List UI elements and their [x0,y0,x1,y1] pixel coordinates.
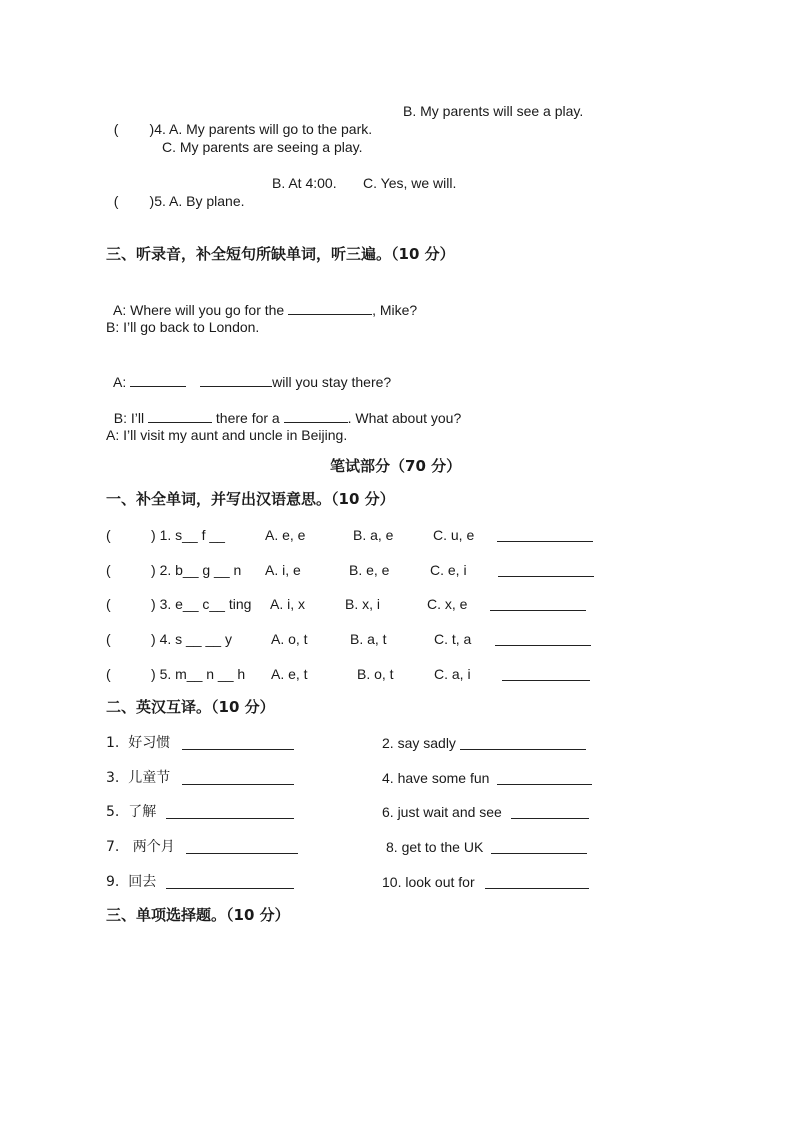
option-c: C. a, i [434,666,471,682]
word: 4. s __ __ y [159,631,232,647]
option-a: A. o, t [271,631,308,647]
part-1-heading: 一、补全单词，并写出汉语意思。（10 分） [106,490,395,508]
answer-blank[interactable] [485,874,589,889]
answer-blank[interactable] [490,596,586,611]
answer-blank[interactable] [495,631,591,646]
fill-blank[interactable] [148,408,212,423]
option-c: C. x, e [427,596,468,612]
word: 1. s__ f __ [159,527,225,543]
answer-blank[interactable] [497,527,593,542]
option-c: C. u, e [433,527,475,543]
option-b: B. x, i [345,596,381,612]
option-a: A. i, x [270,596,306,612]
fill-blank[interactable] [200,372,272,387]
translation-item: 8. get to the UK [386,839,484,855]
answer-blank[interactable] [166,874,294,889]
item-close [151,665,245,683]
translation-item: 6. just wait and see [382,804,502,820]
paren-open: ( [106,596,111,612]
paren-close: ) [151,527,156,543]
item-close [151,526,225,544]
text: will you stay there? [272,374,392,390]
option-c: C. t, a [434,631,472,647]
option-b: B. e, e [349,562,390,578]
answer-blank[interactable] [502,666,590,681]
answer-blank[interactable] [497,770,592,785]
question-4-option-c: C. My parents are seeing a play. [162,139,363,155]
question-5-option-b: B. At 4:00. [272,175,337,191]
paren-open: ( [106,562,111,578]
translation-item: 10. look out for [382,874,475,890]
question-4 [106,102,372,138]
text: A: Where will you go for the [113,302,289,318]
option-c: C. e, i [430,562,467,578]
section-3-heading: 三、听录音，补全短句所缺单词，听三遍。（10 分） [106,245,455,263]
answer-blank[interactable] [511,804,589,819]
translation-item: 2. say sadly [382,735,456,751]
paren-close: ) [151,631,156,647]
paren-close: ) [151,596,156,612]
fill-blank[interactable] [288,300,372,315]
option-a: 4. A. My parents will go to the park. [154,121,373,137]
item-close [151,561,241,579]
dialogue-line-2: B: I’ll go back to London. [106,319,260,335]
answer-blank[interactable] [182,770,294,785]
dialogue-line-5: A: I’ll visit my aunt and uncle in Beijing. [106,427,348,443]
part-2-heading: 二、英汉互译。（10 分） [106,698,275,716]
dialogue-line-4 [106,390,461,427]
paren-close: ) [151,562,156,578]
written-part-title: 笔试部分（70 分） [330,457,462,475]
text: A: [113,374,131,390]
answer-blank[interactable] [186,839,298,854]
part-3-heading: 三、单项选择题。（10 分） [106,906,290,924]
answer-blank[interactable] [491,839,587,854]
word: 2. b__ g __ n [159,562,242,578]
option-a: A. e, e [265,527,306,543]
dialogue-line-1 [106,282,417,319]
answer-blank[interactable] [182,735,294,750]
option-b: B. a, t [350,631,387,647]
text: , Mike? [372,302,418,318]
text: . What about you? [347,410,462,426]
fill-blank[interactable] [130,372,186,387]
option-b: B. a, e [353,527,394,543]
dialogue-line-3 [106,354,391,391]
text: there for a [212,410,284,426]
translation-item: 1. 好习惯 [106,735,171,751]
answer-bracket: ( ) [113,121,155,137]
text: B: I’ll [113,410,149,426]
option-a: A. e, t [271,666,308,682]
translation-item: 3. 儿童节 [106,770,171,786]
fill-blank[interactable] [284,408,348,423]
item-close [151,630,232,648]
item-close [151,595,251,613]
question-5-option-c: C. Yes, we will. [363,175,457,191]
answer-blank[interactable] [460,735,586,750]
option-a: A. i, e [265,562,301,578]
answer-blank[interactable] [498,562,594,577]
translation-item: 7. 两个月 [106,839,175,855]
question-5 [106,174,245,210]
word: 5. m__ n __ h [159,666,246,682]
answer-bracket: ( ) [113,193,155,209]
question-4-option-b: B. My parents will see a play. [403,103,584,119]
paren-open: ( [106,631,111,647]
translation-item: 4. have some fun [382,770,490,786]
word: 3. e__ c__ ting [159,596,252,612]
translation-item: 5. 了解 [106,804,157,820]
option-a: 5. A. By plane. [154,193,245,209]
paren-open: ( [106,666,111,682]
paren-open: ( [106,527,111,543]
translation-item: 9. 回去 [106,874,157,890]
paren-close: ) [151,666,156,682]
answer-blank[interactable] [166,804,294,819]
option-b: B. o, t [357,666,394,682]
